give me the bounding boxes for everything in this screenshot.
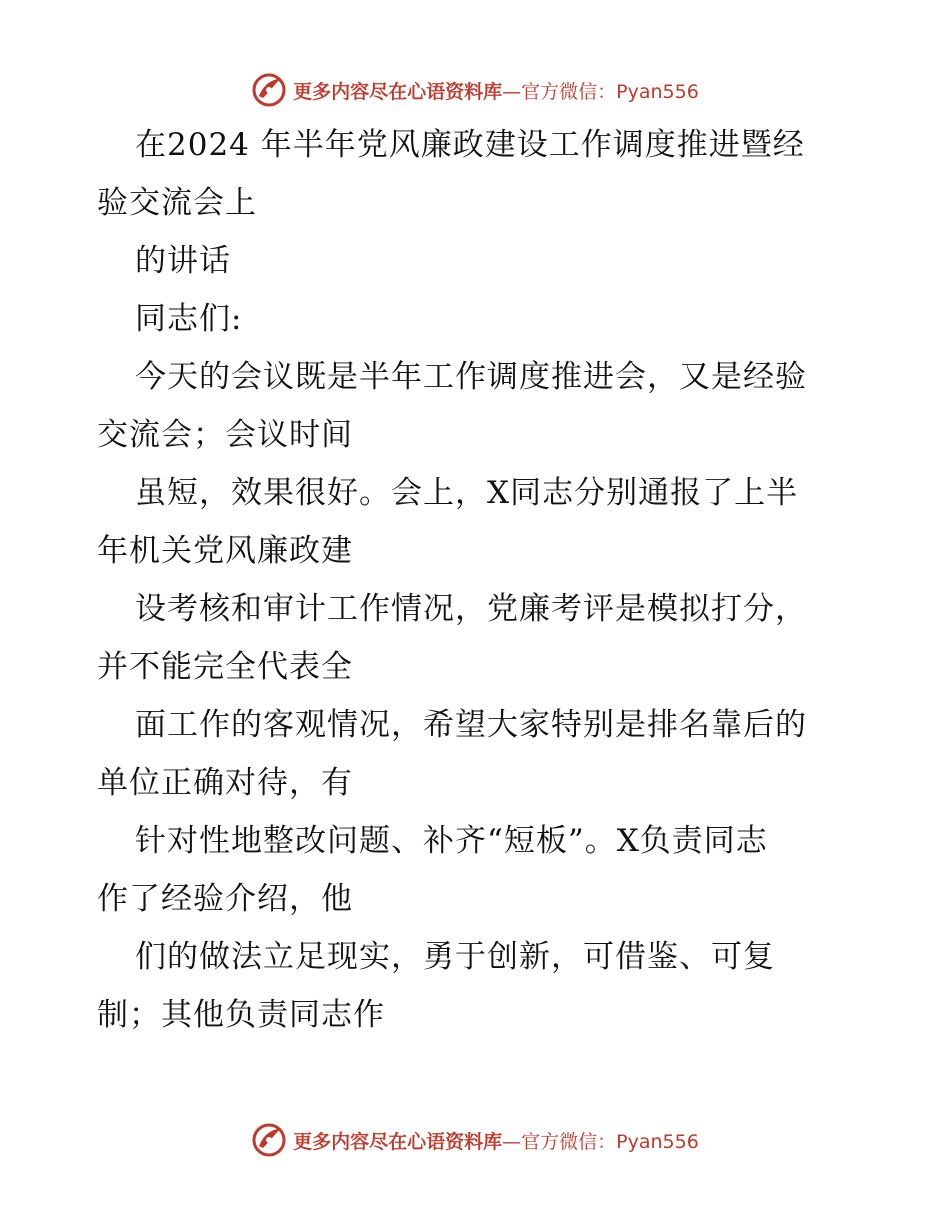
text-line: 在2024 年半年党风廉政建设工作调度推进暨经	[135, 127, 805, 163]
header-wechat-text: —官方微信：Pyan556	[502, 80, 699, 103]
footer-banner	[0, 1120, 950, 1160]
text-line: 作了经验介绍，他	[97, 881, 353, 917]
text-line: 虽短，效果很好。会上，X同志分别通报了上半	[135, 475, 799, 511]
text-line: 们的做法立足现实，勇于创新，可借鉴、可复	[135, 939, 775, 975]
footer-banner-text	[293, 1127, 699, 1154]
text-line: 的讲话	[135, 243, 231, 279]
header-banner-text	[293, 77, 699, 104]
text-line: 并不能完全代表全	[97, 649, 353, 685]
text-line: 面工作的客观情况，希望大家特别是排名靠后的	[135, 707, 807, 743]
pen-logo-icon	[251, 72, 287, 108]
text-line: 单位正确对待，有	[97, 765, 353, 801]
text-line: 设考核和审计工作情况，党廉考评是模拟打分，	[135, 591, 807, 627]
header-banner	[0, 70, 950, 110]
text-line: 年机关党风廉政建	[97, 533, 353, 569]
text-line: 验交流会上	[97, 185, 257, 221]
document-body	[97, 116, 857, 1044]
text-line: 制；其他负责同志作	[97, 997, 385, 1033]
text-line: 针对性地整改问题、补齐“短板”。X负责同志	[135, 823, 768, 859]
text-line: 交流会；会议时间	[97, 417, 353, 453]
footer-wechat-text: —官方微信：Pyan556	[502, 1130, 699, 1153]
text-line: 今天的会议既是半年工作调度推进会，又是经验	[135, 359, 807, 395]
footer-site-text: 更多内容尽在心语资料库	[293, 1130, 503, 1153]
text-line: 同志们:	[135, 301, 243, 337]
header-site-text: 更多内容尽在心语资料库	[293, 80, 503, 103]
pen-logo-icon	[251, 1122, 287, 1158]
